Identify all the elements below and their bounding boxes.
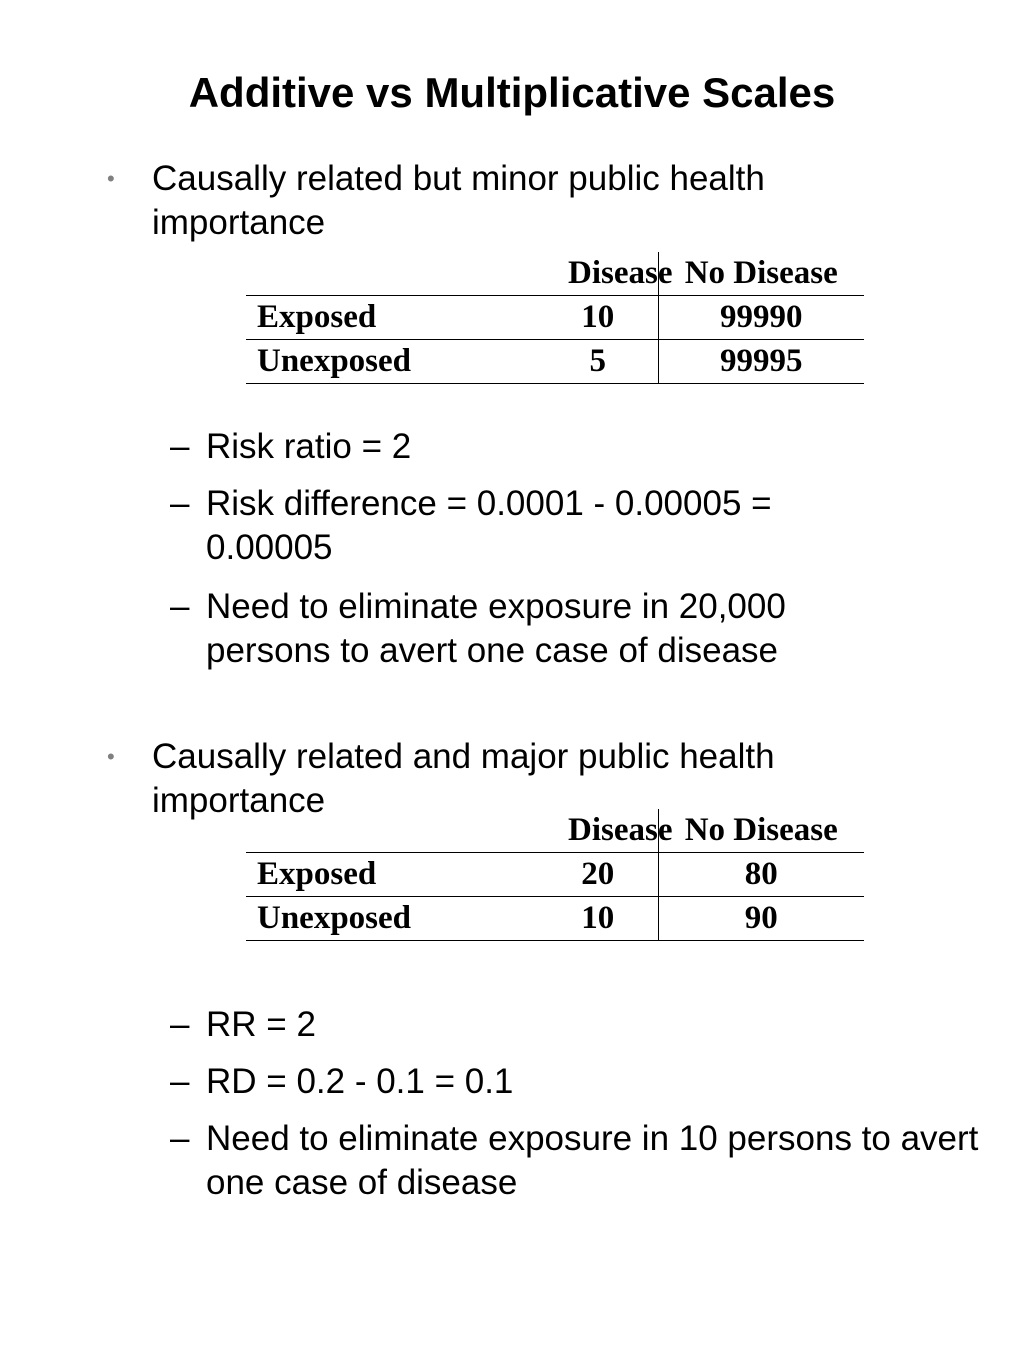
- dash-marker: –: [170, 587, 190, 626]
- sub-point-text: RR = 2: [206, 1005, 316, 1044]
- sub-point-text: Risk ratio = 2: [206, 427, 412, 466]
- dash-marker: –: [170, 427, 190, 466]
- cell-exposed-no-disease: 80: [658, 853, 864, 897]
- cell-exposed-disease: 10: [478, 296, 658, 340]
- dash-marker: –: [170, 1005, 190, 1044]
- dash-marker: –: [170, 1062, 190, 1101]
- table-row: [246, 340, 864, 384]
- table-header-row: [246, 252, 864, 296]
- table-row: [246, 853, 864, 897]
- dash-marker: –: [170, 1119, 190, 1158]
- sub-point-text: RD = 0.2 - 0.1 = 0.1: [206, 1062, 514, 1101]
- cell-exposed-no-disease: 99990: [658, 296, 864, 340]
- row-label-unexposed: Unexposed: [246, 340, 478, 384]
- header-no-disease: No Disease: [658, 252, 864, 296]
- table-row: [246, 897, 864, 941]
- table-corner-cell: [246, 809, 478, 853]
- header-disease: Disease: [478, 809, 658, 853]
- cell-unexposed-no-disease: 90: [658, 897, 864, 941]
- dash-marker: –: [170, 484, 190, 523]
- bullet-dot: •: [107, 744, 115, 769]
- cell-unexposed-no-disease: 99995: [658, 340, 864, 384]
- cell-exposed-disease: 20: [478, 853, 658, 897]
- row-label-exposed: Exposed: [246, 296, 478, 340]
- sub-point-text: Need to eliminate exposure in 10 persons to avert one case of disease: [206, 1119, 979, 1202]
- sub-point-text: Need to eliminate exposure in 20,000 persons to avert one case of disease: [206, 587, 786, 670]
- header-no-disease: No Disease: [658, 809, 864, 853]
- table-header-row: [246, 809, 864, 853]
- row-label-unexposed: Unexposed: [246, 897, 478, 941]
- row-label-exposed: Exposed: [246, 853, 478, 897]
- bullet-dot: •: [107, 166, 115, 191]
- header-disease: Disease: [478, 252, 658, 296]
- table-corner-cell: [246, 252, 478, 296]
- sub-point-text: Risk difference = 0.0001 - 0.00005 = 0.00005: [206, 484, 772, 567]
- bullet-text: Causally related and major public health importance: [152, 737, 775, 820]
- contingency-table-2: [246, 809, 864, 941]
- bullet-text: Causally related but minor public health importance: [152, 159, 765, 242]
- slide-title: Additive vs Multiplicative Scales: [188, 69, 836, 116]
- contingency-table-1: [246, 252, 864, 384]
- table-row: [246, 296, 864, 340]
- cell-unexposed-disease: 5: [478, 340, 658, 384]
- cell-unexposed-disease: 10: [478, 897, 658, 941]
